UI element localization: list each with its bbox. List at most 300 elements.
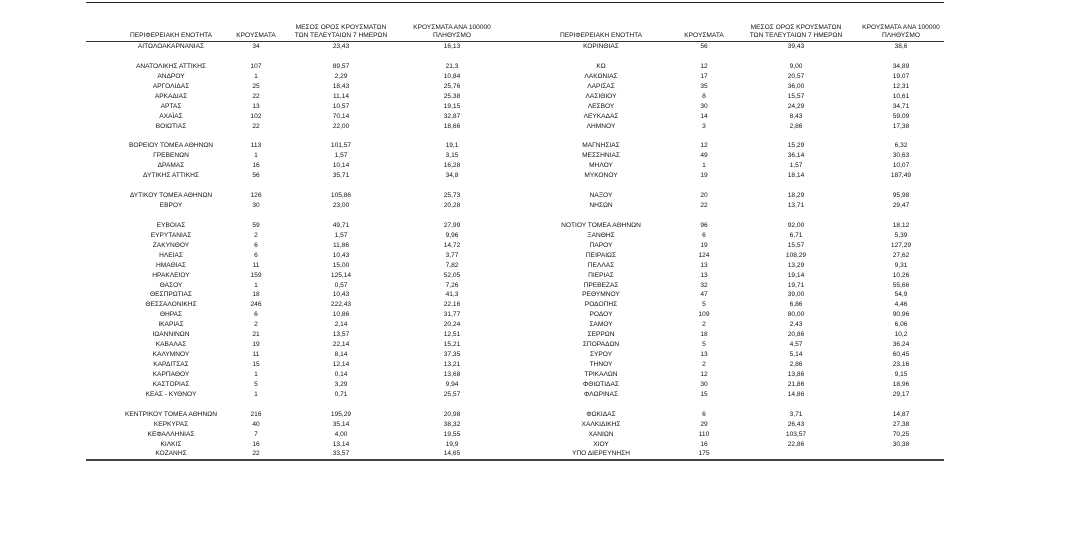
per100k-value: 59,09 xyxy=(892,112,910,120)
table-row xyxy=(506,320,944,330)
avg7-value: 15,29 xyxy=(787,142,805,150)
per100k-value: 27,62 xyxy=(892,251,910,259)
region-name: ΘΕΣΠΡΩΤΙΑΣ xyxy=(149,291,193,299)
avg7-value: 222,43 xyxy=(330,301,352,309)
cases-value: 19 xyxy=(700,172,708,180)
region-name: ΛΑΡΙΣΑΣ xyxy=(587,82,615,90)
cases-value: 110 xyxy=(698,430,710,438)
avg7-value: 18,14 xyxy=(787,172,805,180)
per100k-value: 34,71 xyxy=(892,102,910,110)
cases-value: 6 xyxy=(254,311,258,319)
per100k-value: 20,28 xyxy=(443,202,461,209)
table-row xyxy=(506,122,944,132)
cases-value: 107 xyxy=(250,62,262,70)
region-name: ΖΑΚΥΝΘΟΥ xyxy=(152,241,190,249)
cases-value: 113 xyxy=(250,142,262,150)
table-row xyxy=(86,112,506,122)
region-name: ΗΛΕΙΑΣ xyxy=(159,251,183,259)
table-row xyxy=(86,281,506,291)
table-row xyxy=(86,122,506,132)
region-name: ΒΟΙΩΤΙΑΣ xyxy=(155,122,187,130)
per100k-value: 38,32 xyxy=(443,420,461,428)
cases-value: 124 xyxy=(698,251,710,259)
region-name: ΗΜΑΘΙΑΣ xyxy=(156,261,186,269)
per100k-value: 70,25 xyxy=(892,430,910,438)
table-row xyxy=(86,261,506,271)
avg7-value: 6,86 xyxy=(789,301,803,309)
table-row xyxy=(506,410,944,420)
per100k-value: 32,87 xyxy=(443,112,461,120)
per100k-value: 10,61 xyxy=(892,92,910,100)
per100k-value: 37,35 xyxy=(443,351,461,359)
per100k-value: 13,21 xyxy=(443,361,461,368)
spacer-row xyxy=(506,211,944,221)
avg7-value: 21,86 xyxy=(787,380,805,388)
region-name: ΙΚΑΡΙΑΣ xyxy=(158,321,184,329)
region-name: ΠΕΙΡΑΙΩΣ xyxy=(585,251,617,259)
per100k-value: 5,39 xyxy=(894,231,908,239)
table-row xyxy=(86,251,506,261)
region-name: ΚΟΡΙΝΘΙΑΣ xyxy=(583,43,619,50)
per100k-value: 36,24 xyxy=(892,341,910,349)
cases-value: 109 xyxy=(698,311,710,319)
cases-value: 5 xyxy=(702,341,706,349)
per100k-value: 22,16 xyxy=(443,301,461,309)
avg7-value: 15,57 xyxy=(787,241,805,249)
cases-value: 49 xyxy=(700,152,708,160)
cases-value: 22 xyxy=(252,122,260,130)
region-name: ΑΡΓΟΛΙΔΑΣ xyxy=(152,82,190,90)
per100k-value: 90,96 xyxy=(892,311,910,319)
region-name: ΡΟΔΟΥ xyxy=(589,311,613,319)
table-row xyxy=(506,310,944,320)
per100k-value: 31,77 xyxy=(443,311,461,319)
cases-value: 126 xyxy=(250,192,262,200)
region-name: ΦΩΚΙΔΑΣ xyxy=(586,410,616,418)
region-name: ΠΡΕΒΕΖΑΣ xyxy=(583,281,619,289)
table-row xyxy=(506,72,944,82)
per100k-value: 38,6 xyxy=(894,43,908,50)
cases-value: 30 xyxy=(700,102,708,110)
cases-value: 12 xyxy=(700,62,708,70)
avg7-value: 15,57 xyxy=(787,92,805,100)
avg7-value: 0,71 xyxy=(334,390,348,398)
per100k-value: 7,82 xyxy=(445,261,459,269)
table-row xyxy=(86,310,506,320)
avg7-value: 103,57 xyxy=(785,430,807,438)
table-row xyxy=(506,141,944,151)
region-name: ΚΑΛΥΜΝΟΥ xyxy=(152,351,190,359)
table-row xyxy=(506,380,944,390)
cases-value: 15 xyxy=(252,361,260,368)
cases-value: 2 xyxy=(702,321,706,329)
region-name: ΘΑΣΟΥ xyxy=(159,281,183,289)
table-row xyxy=(506,82,944,92)
rows-left xyxy=(86,42,506,459)
region-name: ΛΑΚΩΝΙΑΣ xyxy=(584,72,618,80)
table-row xyxy=(86,141,506,151)
per100k-value: 18,66 xyxy=(443,122,461,130)
bottom-rule xyxy=(86,459,944,461)
header-avg7-line2: ΤΩΝ ΤΕΛΕΥΤΑΙΩΝ 7 ΗΜΕΡΩΝ xyxy=(294,32,388,39)
region-name: ΧΑΛΚΙΔΙΚΗΣ xyxy=(581,420,621,428)
avg7-value: 26,43 xyxy=(787,420,805,428)
spacer-row xyxy=(86,52,506,62)
per100k-value: 17,38 xyxy=(892,122,910,130)
cases-value: 7 xyxy=(254,430,258,438)
avg7-value: 22,14 xyxy=(332,341,350,349)
per100k-value: 34,8 xyxy=(445,172,459,180)
table-row xyxy=(506,290,944,300)
region-name: ΤΗΝΟΥ xyxy=(589,361,613,368)
per100k-value: 95,98 xyxy=(892,192,910,200)
per100k-value: 187,49 xyxy=(890,172,912,180)
cases-value: 13 xyxy=(252,102,260,110)
cases-value: 20 xyxy=(700,192,708,200)
cases-value: 29 xyxy=(700,420,708,428)
cases-value: 96 xyxy=(700,221,708,229)
cases-value: 47 xyxy=(700,291,708,299)
table-row xyxy=(86,430,506,440)
table-row xyxy=(506,281,944,291)
region-name: ΘΗΡΑΣ xyxy=(159,311,183,319)
avg7-value: 24,29 xyxy=(787,102,805,110)
region-name: ΚΕΑΣ - ΚΥΘΝΟΥ xyxy=(145,390,197,398)
table-row xyxy=(506,261,944,271)
per100k-value: 14,72 xyxy=(443,241,461,249)
avg7-value: 19,71 xyxy=(787,281,805,289)
spacer-row xyxy=(86,400,506,410)
per100k-value: 60,45 xyxy=(892,351,910,359)
avg7-value: 14,86 xyxy=(787,390,805,398)
header-avg7-line1: ΜΕΣΟΣ ΟΡΟΣ ΚΡΟΥΣΜΑΤΩΝ xyxy=(295,24,387,31)
table-row xyxy=(86,420,506,430)
avg7-value: 92,00 xyxy=(787,221,805,229)
avg7-value: 39,43 xyxy=(787,43,805,50)
per100k-value: 10,26 xyxy=(892,271,910,279)
cases-value: 56 xyxy=(700,43,708,50)
avg7-value: 13,57 xyxy=(332,331,350,339)
per100k-value: 9,15 xyxy=(894,370,908,378)
region-name: ΔΡΑΜΑΣ xyxy=(157,162,185,170)
avg7-value: 20,86 xyxy=(787,331,805,339)
avg7-value: 13,86 xyxy=(787,370,805,378)
region-name: ΚΩ xyxy=(596,62,606,70)
table-row xyxy=(506,112,944,122)
per100k-value: 127,29 xyxy=(890,241,912,249)
avg7-value: 33,57 xyxy=(332,450,350,458)
region-name: ΜΑΓΝΗΣΙΑΣ xyxy=(582,142,620,150)
table-row xyxy=(86,330,506,340)
region-name: ΔΥΤΙΚΟΥ ΤΟΜΕΑ ΑΘΗΝΩΝ xyxy=(129,192,213,200)
region-name: ΚΑΡΔΙΤΣΑΣ xyxy=(153,361,189,368)
cases-value: 175 xyxy=(698,450,710,458)
cases-value: 1 xyxy=(254,72,258,80)
avg7-value: 12,14 xyxy=(332,361,350,368)
avg7-value: 2,43 xyxy=(789,321,803,329)
per100k-value: 30,38 xyxy=(892,440,910,448)
avg7-value: 125,14 xyxy=(330,271,352,279)
avg7-value: 10,86 xyxy=(332,311,350,319)
table-row xyxy=(506,231,944,241)
avg7-value: 1,57 xyxy=(334,231,348,239)
per100k-value: 20,24 xyxy=(443,321,461,329)
table-row xyxy=(86,350,506,360)
region-name: ΑΡΤΑΣ xyxy=(160,102,182,110)
per100k-value: 25,76 xyxy=(443,82,461,90)
region-name: ΞΑΝΘΗΣ xyxy=(587,231,615,239)
header-cases: ΚΡΟΥΣΜΑΤΑ xyxy=(236,32,276,39)
rows-right xyxy=(506,42,944,459)
avg7-value: 11,14 xyxy=(332,92,349,100)
per100k-value: 6,32 xyxy=(894,142,908,150)
region-name: ΙΩΑΝΝΙΝΩΝ xyxy=(152,331,190,339)
table-row xyxy=(506,92,944,102)
avg7-value: 10,57 xyxy=(332,102,350,110)
spacer-row xyxy=(86,181,506,191)
region-name: ΣΕΡΡΩΝ xyxy=(587,331,615,339)
region-name: ΚΑΣΤΟΡΙΑΣ xyxy=(152,380,190,388)
per100k-value: 3,77 xyxy=(445,251,459,259)
per100k-value: 29,47 xyxy=(892,202,910,209)
avg7-value: 4,00 xyxy=(334,430,348,438)
region-name: ΧΑΝΙΩΝ xyxy=(588,430,614,438)
avg7-value: 19,14 xyxy=(787,271,805,279)
region-name: ΛΕΣΒΟΥ xyxy=(587,102,615,110)
avg7-value: 0,57 xyxy=(334,281,348,289)
header-avg7-line1: ΜΕΣΟΣ ΟΡΟΣ ΚΡΟΥΣΜΑΤΩΝ xyxy=(750,24,842,31)
per100k-value: 25,73 xyxy=(443,192,461,200)
cases-value: 18 xyxy=(700,331,708,339)
cases-value: 2 xyxy=(254,231,258,239)
avg7-value: 13,29 xyxy=(787,261,805,269)
table-row xyxy=(86,62,506,72)
avg7-value: 23,43 xyxy=(332,43,350,50)
avg7-value: 10,14 xyxy=(332,162,350,170)
region-name: ΥΠΟ ΔΙΕΡΕΥΝΗΣΗ xyxy=(572,450,630,458)
avg7-value: 5,14 xyxy=(789,351,803,359)
avg7-value: 22,86 xyxy=(787,440,805,448)
table-row xyxy=(86,360,506,370)
table-row xyxy=(506,430,944,440)
cases-value: 15 xyxy=(700,390,708,398)
region-name: ΤΡΙΚΑΛΩΝ xyxy=(584,370,618,378)
region-name: ΗΡΑΚΛΕΙΟΥ xyxy=(152,271,190,279)
region-name: ΑΝΑΤΟΛΙΚΗΣ ΑΤΤΙΚΗΣ xyxy=(136,62,206,70)
per100k-value: 25,57 xyxy=(443,390,461,398)
per100k-value: 18,12 xyxy=(892,221,910,229)
table-row xyxy=(506,440,944,450)
region-name: ΑΧΑΪΑΣ xyxy=(159,112,183,120)
per100k-value: 12,31 xyxy=(892,82,910,90)
avg7-value: 2,86 xyxy=(789,122,803,130)
per100k-value: 14,87 xyxy=(892,410,910,418)
cases-value: 1 xyxy=(254,390,258,398)
table-right-half xyxy=(506,18,944,459)
top-rule xyxy=(86,2,944,3)
cases-value: 5 xyxy=(254,380,258,388)
table-row xyxy=(506,340,944,350)
cases-value: 22 xyxy=(252,450,260,458)
region-name: ΝΟΤΙΟΥ ΤΟΜΕΑ ΑΘΗΝΩΝ xyxy=(561,221,641,229)
table-row xyxy=(506,271,944,281)
avg7-value: 8,14 xyxy=(334,351,348,359)
per100k-value: 10,84 xyxy=(443,72,461,80)
table-row xyxy=(86,271,506,281)
cases-value: 19 xyxy=(252,341,260,349)
per100k-value: 27,38 xyxy=(892,420,910,428)
cases-value: 102 xyxy=(250,112,262,120)
header-per100k xyxy=(398,24,506,40)
region-name: ΕΒΡΟΥ xyxy=(159,202,183,209)
region-name: ΕΥΒΟΙΑΣ xyxy=(156,221,186,229)
header-region: ΠΕΡΙΦΕΡΕΙΑΚΗ ΕΝΟΤΗΤΑ xyxy=(129,32,213,39)
table-row xyxy=(506,201,944,211)
per100k-value: 52,05 xyxy=(443,271,461,279)
table-row xyxy=(86,231,506,241)
table-row xyxy=(506,449,944,459)
table-row xyxy=(86,340,506,350)
region-name: ΚΕΦΑΛΛΗΝΙΑΣ xyxy=(147,430,195,438)
header-avg7 xyxy=(736,24,856,40)
region-name: ΑΙΤΩΛΟΑΚΑΡΝΑΝΙΑΣ xyxy=(137,43,205,50)
per100k-value: 41,3 xyxy=(445,291,459,299)
cases-value: 12 xyxy=(700,142,708,150)
region-name: ΣΠΟΡΑΔΩΝ xyxy=(582,341,620,349)
per100k-value: 14,65 xyxy=(443,450,461,458)
table-header-right xyxy=(506,18,944,42)
header-region: ΠΕΡΙΦΕΡΕΙΑΚΗ ΕΝΟΤΗΤΑ xyxy=(559,32,643,39)
table-row xyxy=(506,300,944,310)
avg7-value: 20,57 xyxy=(787,72,805,80)
per100k-value: 55,66 xyxy=(892,281,910,289)
avg7-value: 23,00 xyxy=(332,202,350,209)
avg7-value: 10,43 xyxy=(332,291,350,299)
per100k-value: 30,63 xyxy=(892,152,910,160)
per100k-value: 23,16 xyxy=(892,361,910,368)
per100k-value: 19,1 xyxy=(445,142,459,150)
per100k-value: 25,38 xyxy=(443,92,461,100)
cases-value: 22 xyxy=(700,202,708,209)
table-row xyxy=(86,82,506,92)
avg7-value: 1,57 xyxy=(334,152,348,160)
per100k-value: 9,31 xyxy=(894,261,908,269)
avg7-value: 108,29 xyxy=(785,251,807,259)
cases-value: 17 xyxy=(700,72,708,80)
avg7-value: 18,43 xyxy=(332,82,350,90)
avg7-value: 36,14 xyxy=(787,152,805,160)
table-row xyxy=(506,191,944,201)
cases-value: 6 xyxy=(254,251,258,259)
cases-value: 30 xyxy=(700,380,708,388)
region-name: ΚΙΛΚΙΣ xyxy=(160,440,182,448)
spacer-row xyxy=(506,400,944,410)
table-row xyxy=(506,151,944,161)
per100k-value: 7,26 xyxy=(445,281,459,289)
avg7-value: 70,14 xyxy=(332,112,350,120)
per100k-value: 19,15 xyxy=(443,102,461,110)
spacer-row xyxy=(86,131,506,141)
table-row xyxy=(506,42,944,52)
cases-value: 16 xyxy=(252,440,260,448)
cases-value: 22 xyxy=(252,92,260,100)
header-per100k-line2: ΠΛΗΘΥΣΜΟ xyxy=(882,32,920,39)
region-name: ΡΕΘΥΜΝΟΥ xyxy=(582,291,620,299)
cases-value: 216 xyxy=(250,410,262,418)
per100k-value: 10,2 xyxy=(894,331,908,339)
region-name: ΑΝΔΡΟΥ xyxy=(157,72,185,80)
avg7-value: 0,14 xyxy=(334,370,348,378)
per100k-value: 29,17 xyxy=(892,390,910,398)
avg7-value: 2,14 xyxy=(334,321,348,329)
table-row xyxy=(506,171,944,181)
region-name: ΕΥΡΥΤΑΝΙΑΣ xyxy=(150,231,192,239)
avg7-value: 2,86 xyxy=(789,361,803,368)
avg7-value: 22,00 xyxy=(332,122,350,130)
table-row xyxy=(506,221,944,231)
avg7-value: 89,57 xyxy=(332,62,350,70)
avg7-value: 2,29 xyxy=(334,72,348,80)
cases-value: 2 xyxy=(254,321,258,329)
avg7-value: 105,86 xyxy=(330,192,352,200)
cases-value: 59 xyxy=(252,221,260,229)
avg7-value: 10,43 xyxy=(332,251,350,259)
region-name: ΚΑΒΑΛΑΣ xyxy=(155,341,187,349)
table-row xyxy=(86,300,506,310)
region-name: ΣΥΡΟΥ xyxy=(589,351,613,359)
region-name: ΓΡΕΒΕΝΩΝ xyxy=(153,152,189,160)
table-row xyxy=(506,161,944,171)
region-name: ΛΕΥΚΑΔΑΣ xyxy=(583,112,619,120)
spacer-row xyxy=(506,181,944,191)
region-name: ΚΕΝΤΡΙΚΟΥ ΤΟΜΕΑ ΑΘΗΝΩΝ xyxy=(125,410,217,418)
region-name: ΑΡΚΑΔΙΑΣ xyxy=(154,92,188,100)
table-row xyxy=(86,221,506,231)
header-per100k-line1: ΚΡΟΥΣΜΑΤΑ ΑΝΑ 100000 xyxy=(862,24,940,31)
cases-value: 159 xyxy=(250,271,262,279)
cases-value: 34 xyxy=(252,43,260,50)
avg7-value: 3,29 xyxy=(334,380,348,388)
cases-value: 6 xyxy=(702,410,706,418)
table-row xyxy=(86,449,506,459)
cases-value: 5 xyxy=(702,301,706,309)
table-row xyxy=(86,102,506,112)
avg7-value: 101,57 xyxy=(330,142,352,150)
table-row xyxy=(86,440,506,450)
table-row xyxy=(86,290,506,300)
table-row xyxy=(506,390,944,400)
header-avg7-line2: ΤΩΝ ΤΕΛΕΥΤΑΙΩΝ 7 ΗΜΕΡΩΝ xyxy=(749,32,843,39)
cases-value: 25 xyxy=(252,82,260,90)
header-per100k-line1: ΚΡΟΥΣΜΑΤΑ ΑΝΑ 100000 xyxy=(413,24,491,31)
table-row xyxy=(506,241,944,251)
region-name: ΚΕΡΚΥΡΑΣ xyxy=(153,420,189,428)
region-name: ΛΗΜΝΟΥ xyxy=(586,122,616,130)
per100k-value: 9,96 xyxy=(445,231,459,239)
avg7-value: 35,71 xyxy=(332,172,350,180)
avg7-value: 13,14 xyxy=(332,440,350,448)
region-name: ΛΑΣΙΘΙΟΥ xyxy=(585,92,617,100)
table-row xyxy=(506,420,944,430)
cases-value: 19 xyxy=(700,241,708,249)
avg7-value: 1,57 xyxy=(789,162,803,170)
spacer-row xyxy=(86,211,506,221)
per100k-value: 13,68 xyxy=(443,370,461,378)
per100k-value: 16,13 xyxy=(443,43,461,50)
cases-value: 32 xyxy=(700,281,708,289)
table-row xyxy=(86,42,506,52)
region-name: ΜΗΛΟΥ xyxy=(589,162,613,170)
